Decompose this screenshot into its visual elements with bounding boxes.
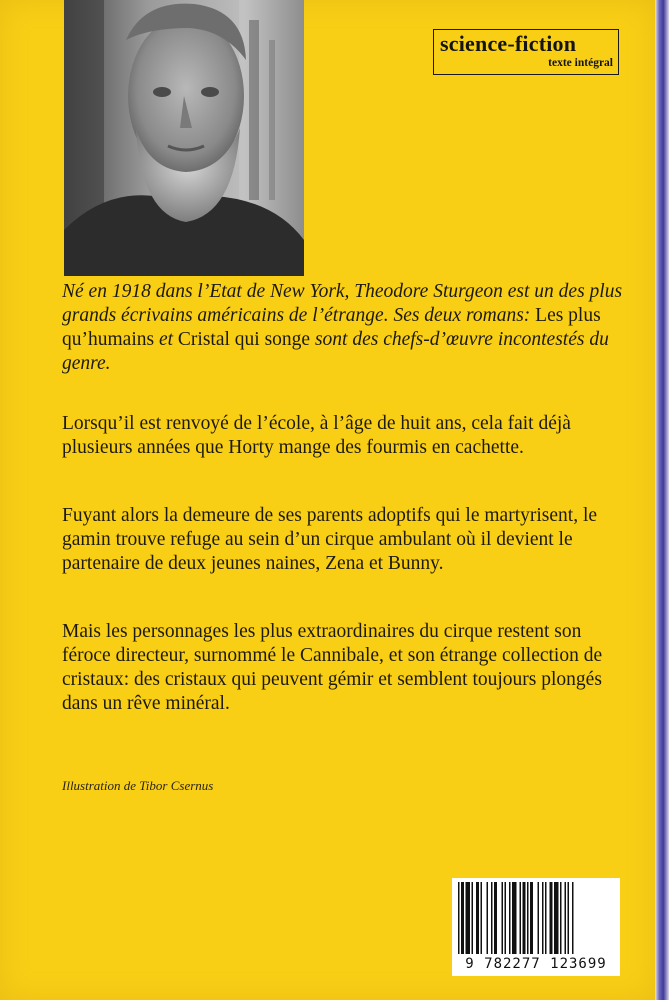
author-portrait-image [64,0,304,276]
barcode-bar [494,882,497,954]
barcode-bar [472,882,474,954]
synopsis-paragraph-2: Fuyant alors la demeure de ses parents adoptifs qui le martyrisent, le gamin trouve refuge au sein d’un cirque ambulant où il devient le partenaire de deux jeunes naines, Zena et Bunny. [62,505,598,574]
barcode [452,878,620,976]
illustration-credit: Illustration de Tibor Csernus [62,778,214,793]
barcode-bar [461,882,464,954]
barcode-bar [538,882,540,954]
barcode-bar [512,882,517,954]
barcode-bar [491,882,493,954]
author-bio [62,280,632,376]
synopsis-paragraph-1: Lorsqu’il est renvoyé de l’école, à l’âge de huit ans, cela fait déjà plusieurs années que Horty mange des fourmis en cachette. [62,413,571,458]
bio-intro: Né en 1918 dans l’Etat de New York, Theodore Sturgeon est un des plus grands écrivains américains de l’étrange. Ses deux romans: [62,281,623,326]
book-title-1: Les plus qu’humains [62,305,601,350]
barcode-bar [505,882,507,954]
barcode-bar [487,882,489,954]
spine-edge [655,0,669,1000]
book-title-2: Cristal qui songe [177,329,311,350]
barcode-bar [509,882,511,954]
barcode-bar [550,882,553,954]
barcode-bar [554,882,559,954]
barcode-bar [568,882,570,954]
barcode-bar [476,882,479,954]
barcode-bar [545,882,547,954]
barcode-bars [452,878,620,956]
collection-badge [433,29,619,75]
barcode-bar [520,882,522,954]
bio-conclusion: sont des chefs-d’œuvre incontestés du genre. [62,329,609,374]
bio-connector: et [154,329,178,350]
isbn-number: 9 782277 123699 [465,956,607,972]
barcode-bar [565,882,567,954]
barcode-bar [502,882,504,954]
barcode-bar [572,882,574,954]
barcode-bar [466,882,471,954]
author-photo [64,0,304,276]
barcode-bar [542,882,544,954]
barcode-bar [523,882,526,954]
collection-title: science-fiction [440,31,577,56]
barcode-bar [458,882,460,954]
barcode-bar [481,882,483,954]
collection-subtitle: texte intégral [548,57,613,69]
barcode-bar [530,882,533,954]
barcode-bar [527,882,529,954]
barcode-bar [560,882,562,954]
synopsis-paragraph-3: Mais les personnages les plus extraordinaires du cirque restent son féroce directeur, surnommé le Cannibale, et son étrange collection de cristaux: des cristaux qui peuvent gémir et semblent toujours plongés dans un rêve minéral. [62,621,603,714]
